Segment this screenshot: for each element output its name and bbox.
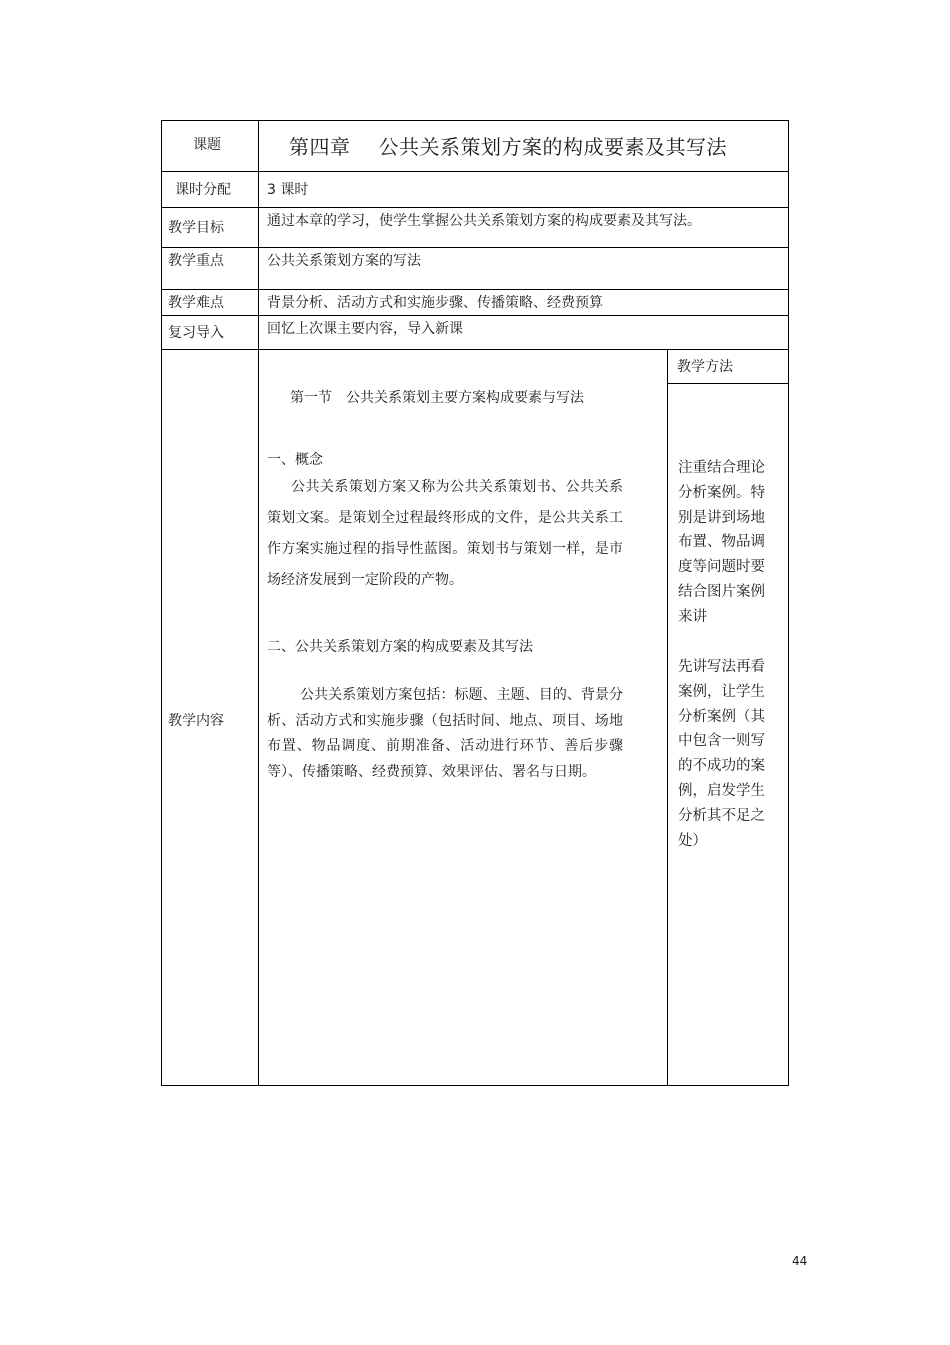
label-column-divider [258, 120, 259, 1086]
chapter-number: 第四章 [289, 135, 351, 159]
concept-heading: 一、概念 [267, 452, 323, 468]
difficulty-value: 背景分析、活动方式和实施步骤、传播策略、经费预算 [267, 295, 603, 311]
elements-heading: 二、公共关系策划方案的构成要素及其写法 [267, 639, 533, 655]
table-divider-goal [161, 247, 789, 248]
goal-value: 通过本章的学习，使学生掌握公共关系策划方案的构成要素及其写法。 [267, 213, 701, 229]
hours-label: 课时分配 [175, 182, 231, 198]
section-title: 第一节 公共关系策划主要方案构成要素与写法 [290, 390, 584, 406]
content-label: 教学内容 [168, 713, 224, 729]
goal-label: 教学目标 [168, 220, 224, 236]
review-label: 复习导入 [168, 325, 224, 341]
method-column-divider [667, 349, 668, 1086]
method-note-2: 先讲写法再看案例，让学生分析案例（其中包含一则写的不成功的案例，启发学生分析其不足之处） [678, 659, 765, 849]
method-note-1: 注重结合理论分析案例。特别是讲到场地布置、物品调度等问题时要结合图片案例来讲 [678, 460, 765, 625]
method-header-divider [667, 383, 789, 384]
table-border-bottom [161, 1085, 789, 1086]
review-value: 回忆上次课主要内容，导入新课 [267, 321, 463, 337]
page-number: 44 [792, 1254, 808, 1268]
concept-paragraph: 公共关系策划方案又称为公共关系策划书、公共关系策划文案。是策划全过程最终形成的文件，是公共关系工作方案实施过程的指导性蓝图。策划书与策划一样，是市场经济发展到一定阶段的产物。 [267, 479, 623, 588]
table-border-left [161, 120, 162, 1086]
chapter-name: 公共关系策划方案的构成要素及其写法 [378, 135, 727, 159]
elements-paragraph: 公共关系策划方案包括：标题、主题、目的、背景分析、活动方式和实施步骤（包括时间、地点、项目、场地布置、物品调度、前期准备、活动进行环节、善后步骤等）、传播策略、经费预算、效果评估、署名与日期。 [267, 687, 623, 780]
hours-value: 3 课时 [267, 182, 309, 198]
focus-label: 教学重点 [168, 253, 224, 269]
table-divider-review [161, 349, 789, 350]
topic-label: 课题 [193, 137, 221, 153]
method-header: 教学方法 [677, 359, 733, 375]
chapter-title [289, 131, 727, 160]
table-divider-hours [161, 207, 789, 208]
table-divider-topic [161, 171, 789, 172]
table-divider-difficulty [161, 315, 789, 316]
focus-value: 公共关系策划方案的写法 [267, 253, 421, 269]
table-border-right [788, 120, 789, 1086]
table-divider-focus [161, 289, 789, 290]
table-border-top [161, 120, 789, 121]
difficulty-label: 教学难点 [168, 295, 224, 311]
